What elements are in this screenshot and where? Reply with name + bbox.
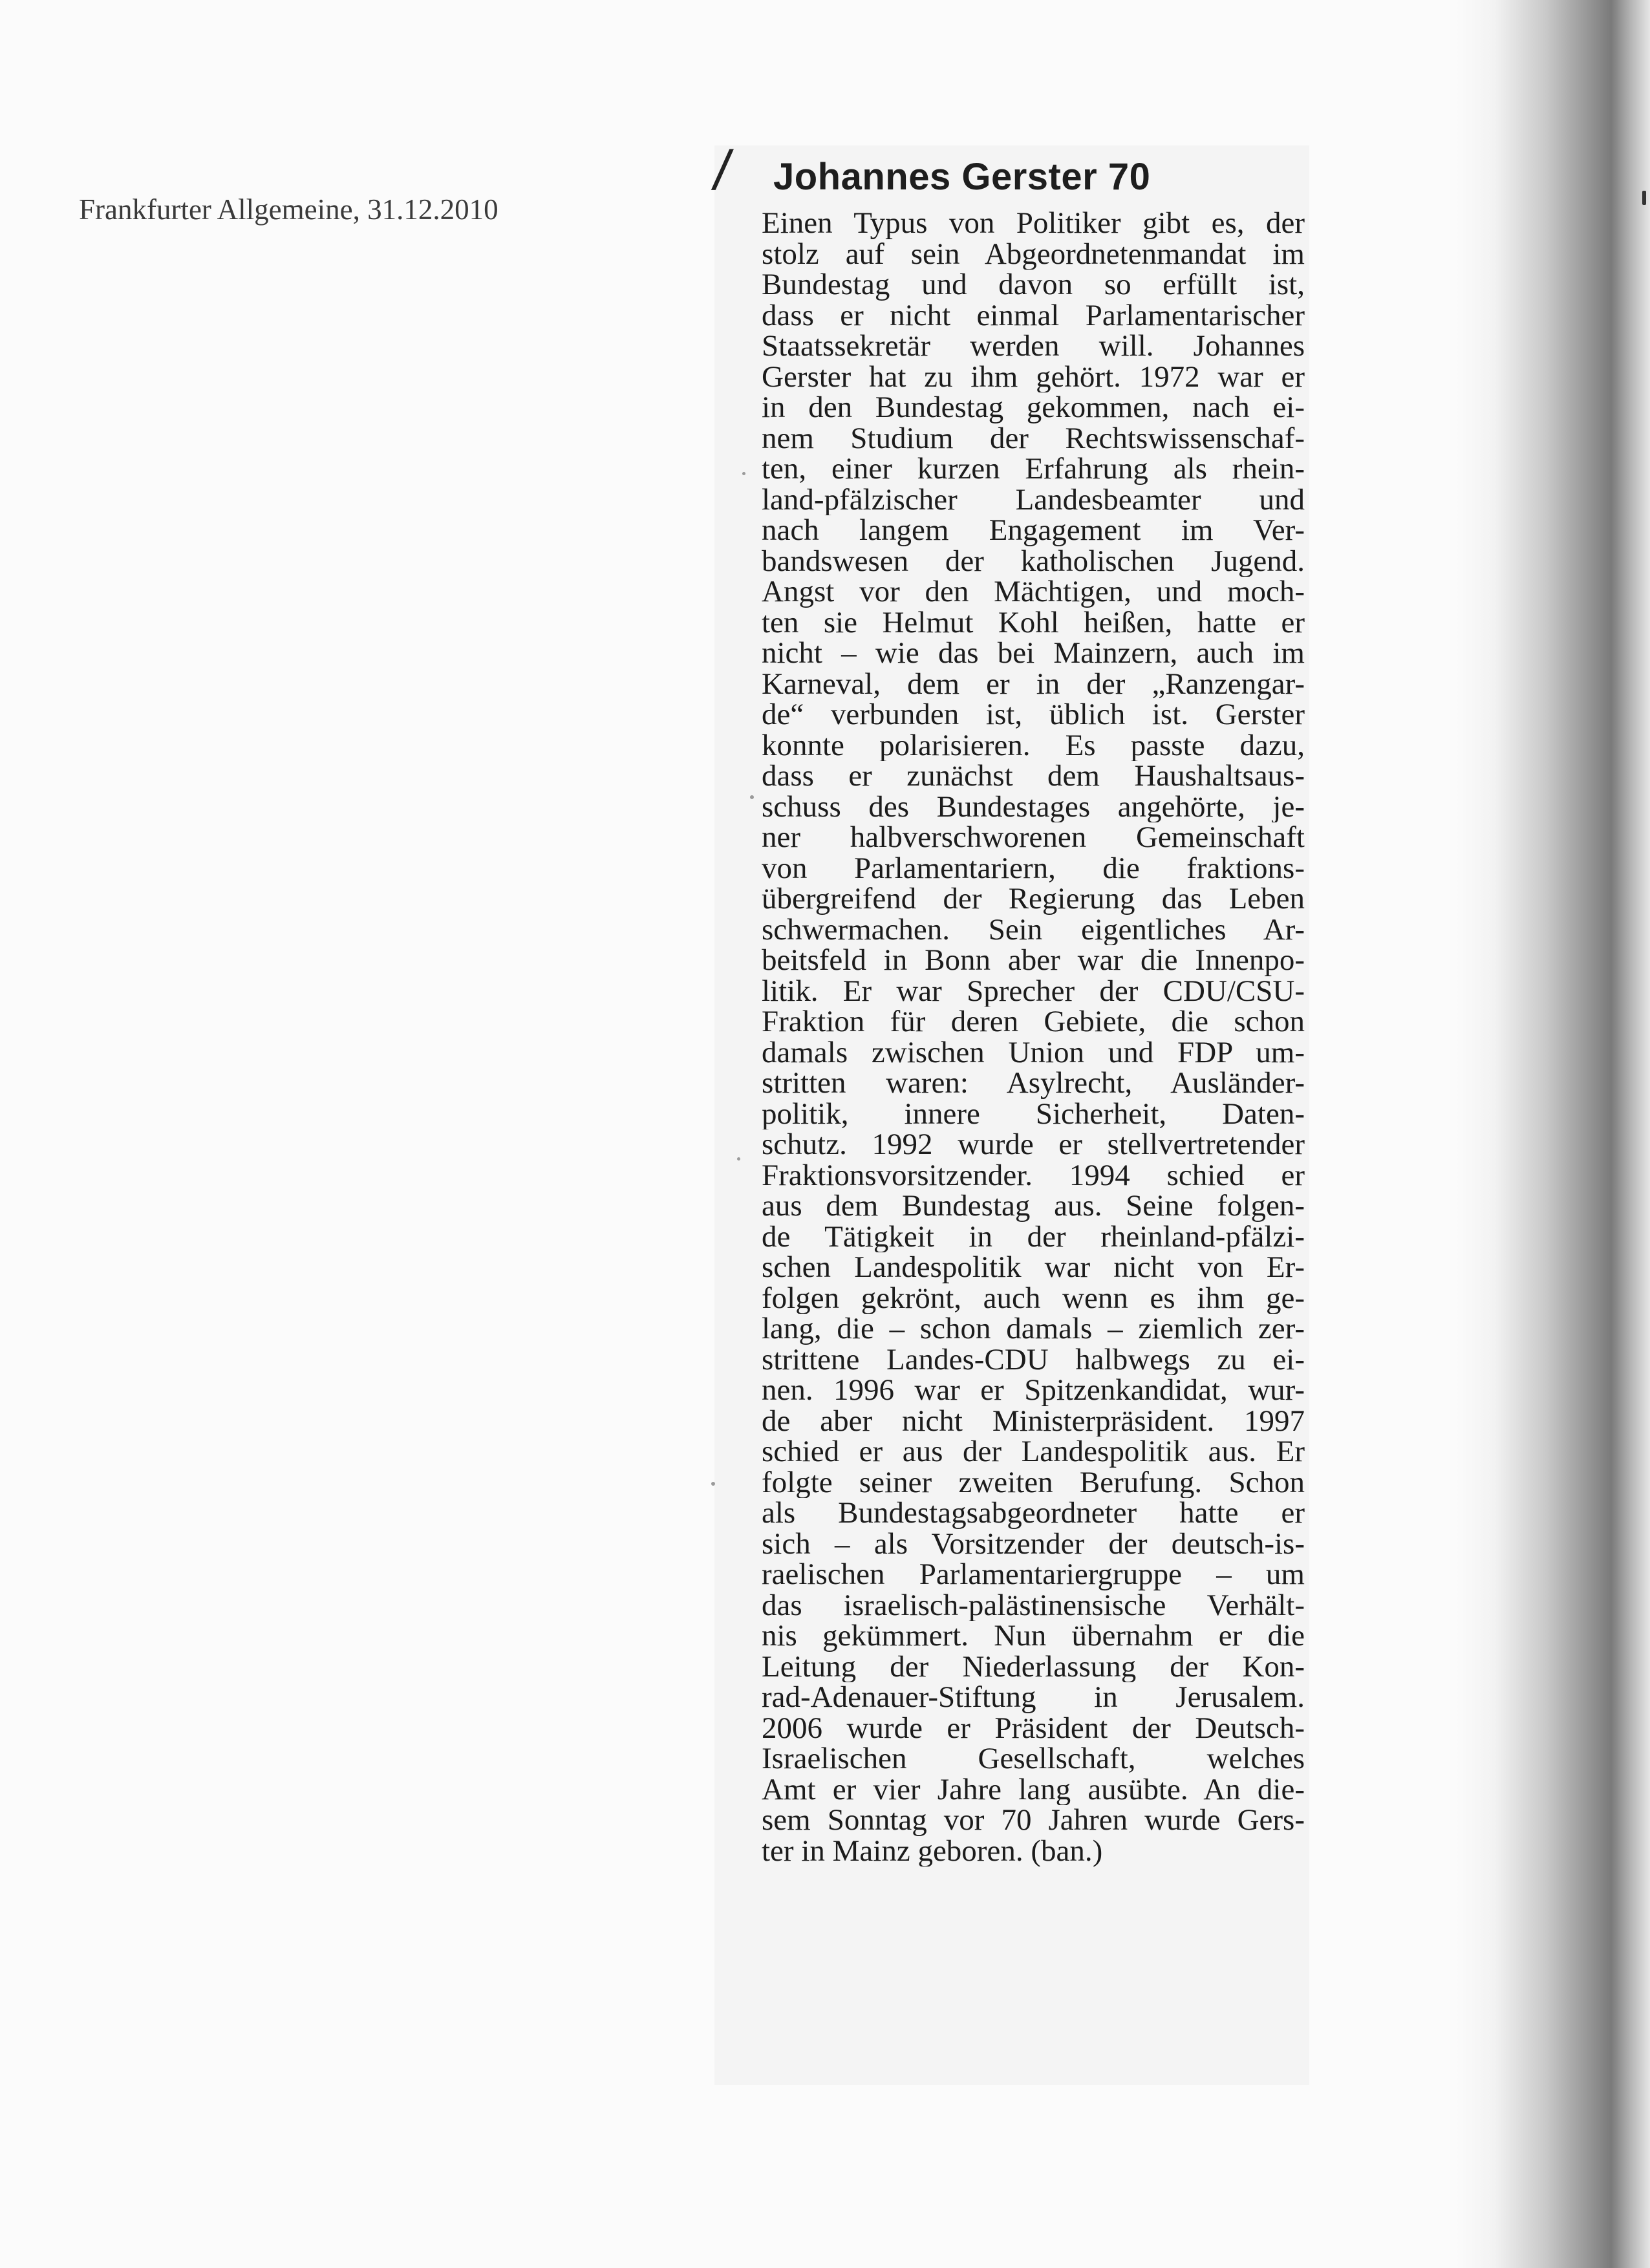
article-line: rad-Adenauer-Stiftung in Jerusalem. xyxy=(762,1682,1305,1713)
article-line: dass er nicht einmal Parlamentarischer xyxy=(762,300,1305,331)
article-line: land-pfälzischer Landesbeamter und xyxy=(762,484,1305,515)
article-line: raelischen Parlamentariergruppe – um xyxy=(762,1559,1305,1590)
article-line: von Parlamentariern, die fraktions- xyxy=(762,853,1305,884)
article-line: schied er aus der Landespolitik aus. Er xyxy=(762,1437,1305,1468)
article-line: lang, die – schon damals – ziemlich zer- xyxy=(762,1314,1305,1345)
article-line: Staatssekretär werden will. Johannes xyxy=(762,331,1305,362)
article-line: dass er zunächst dem Haushaltsaus- xyxy=(762,761,1305,792)
article-body xyxy=(762,208,1305,1867)
article-line: nen. 1996 war er Spitzenkandidat, wur- xyxy=(762,1375,1305,1406)
article-line: konnte polarisieren. Es passte dazu, xyxy=(762,730,1305,761)
article-line: politik, innere Sicherheit, Daten- xyxy=(762,1098,1305,1129)
article-line: Bundestag und davon so erfüllt ist, xyxy=(762,270,1305,301)
article-line: sem Sonntag vor 70 Jahren wurde Gers- xyxy=(762,1805,1305,1836)
article-line: nis gekümmert. Nun übernahm er die xyxy=(762,1621,1305,1652)
article-line: ter in Mainz geboren. (ban.) xyxy=(762,1835,1103,1867)
article-line: de Tätigkeit in der rheinland-pfälzi- xyxy=(762,1221,1305,1252)
article-line: Gerster hat zu ihm gehört. 1972 war er xyxy=(762,361,1305,392)
article-line: litik. Er war Sprecher der CDU/CSU- xyxy=(762,976,1305,1007)
article-line: strittene Landes-CDU halbwegs zu ei- xyxy=(762,1344,1305,1375)
article-line: schutz. 1992 wurde er stellvertretender xyxy=(762,1129,1305,1161)
article-line: de aber nicht Ministerpräsident. 1997 xyxy=(762,1406,1305,1437)
scanner-shadow-edge xyxy=(1456,0,1650,2268)
article-line: de“ verbunden ist, üblich ist. Gerster xyxy=(762,700,1305,731)
article-line: Leitung der Niederlassung der Kon- xyxy=(762,1651,1305,1682)
scan-speck xyxy=(750,795,754,799)
article-line: schuss des Bundestages angehörte, je- xyxy=(762,791,1305,822)
article-line: das israelisch-palästinensische Verhält- xyxy=(762,1590,1305,1621)
article-line: bandswesen der katholischen Jugend. xyxy=(762,546,1305,577)
article-line: Angst vor den Mächtigen, und moch- xyxy=(762,577,1305,608)
article-line: ten sie Helmut Kohl heißen, hatte er xyxy=(762,607,1305,638)
article-line: Israelischen Gesellschaft, welches xyxy=(762,1744,1305,1775)
article-line: folgen gekrönt, auch wenn es ihm ge- xyxy=(762,1283,1305,1314)
scan-speck xyxy=(742,472,745,475)
article-line: nicht – wie das bei Mainzern, auch im xyxy=(762,638,1305,669)
article-line: stolz auf sein Abgeordnetenmandat im xyxy=(762,239,1305,270)
article-line: stritten waren: Asylrecht, Ausländer- xyxy=(762,1068,1305,1099)
scan-speck xyxy=(737,1157,740,1161)
scan-speck xyxy=(711,1482,715,1486)
article-line: sich – als Vorsitzender der deutsch-is- xyxy=(762,1528,1305,1559)
article-line: als Bundestagsabgeordneter hatte er xyxy=(762,1498,1305,1529)
article-line: 2006 wurde er Präsident der Deutsch- xyxy=(762,1713,1305,1744)
source-citation: Frankfurter Allgemeine, 31.12.2010 xyxy=(79,193,498,226)
article-line: schwermachen. Sein eigentliches Ar- xyxy=(762,914,1305,945)
article-line: beitsfeld in Bonn aber war die Innenpo- xyxy=(762,945,1305,976)
article-line: Fraktionsvorsitzender. 1994 schied er xyxy=(762,1160,1305,1191)
article-line: nem Studium der Rechtswissenschaf- xyxy=(762,423,1305,454)
article-line: aus dem Bundestag aus. Seine folgen- xyxy=(762,1191,1305,1222)
article-line: damals zwischen Union und FDP um- xyxy=(762,1037,1305,1068)
article-headline: Johannes Gerster 70 xyxy=(773,156,1151,198)
article-line: ten, einer kurzen Erfahrung als rhein- xyxy=(762,454,1305,485)
article-line: in den Bundestag gekommen, nach ei- xyxy=(762,392,1305,423)
article-line: ner halbverschworenen Gemeinschaft xyxy=(762,822,1305,853)
handwritten-slash-mark: / xyxy=(709,140,736,202)
article-line: folgte seiner zweiten Berufung. Schon xyxy=(762,1467,1305,1498)
article-line: Amt er vier Jahre lang ausübte. An die- xyxy=(762,1774,1305,1805)
article-line: übergreifend der Regierung das Leben xyxy=(762,884,1305,915)
article-line: Einen Typus von Politiker gibt es, der xyxy=(762,208,1305,239)
article-line: Fraktion für deren Gebiete, die schon xyxy=(762,1007,1305,1038)
article-line: nach langem Engagement im Ver- xyxy=(762,515,1305,546)
article-line: schen Landespolitik war nicht von Er- xyxy=(762,1252,1305,1283)
scan-speck xyxy=(1642,191,1646,205)
article-line: Karneval, dem er in der „Ranzengar- xyxy=(762,669,1305,700)
